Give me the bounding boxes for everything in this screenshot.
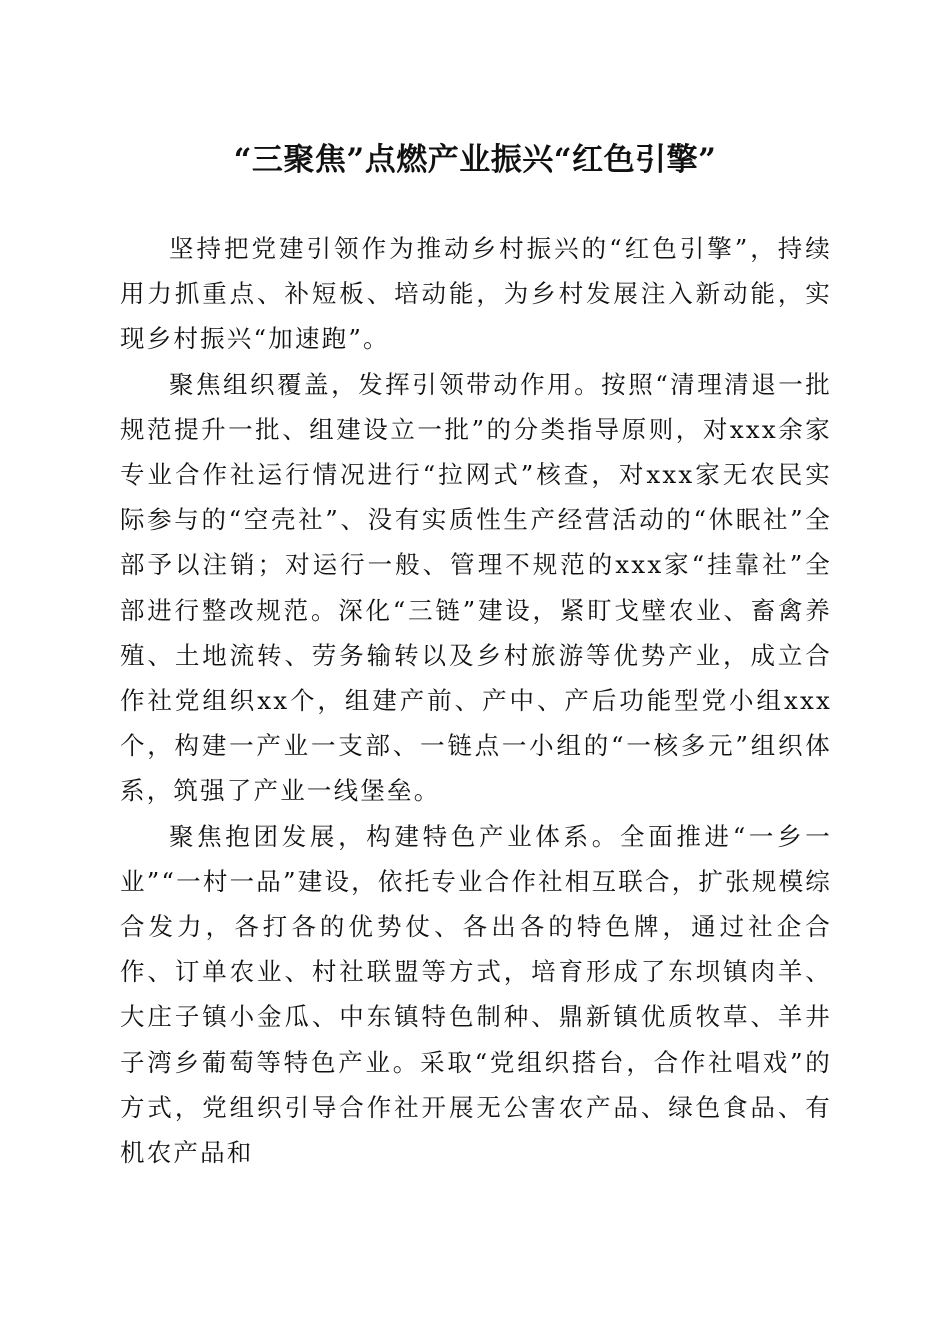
paragraph-organization-coverage: 聚焦组织覆盖，发挥引领带动作用。按照“清理清退一批规范提升一批、组建设立一批”的分类指导原则，对xxx余家专业合作社运行情况进行“拉网式”核查，对xxx家无农民实际参与的“空壳社”、没有实质性生产经营活动的“休眠社”全部予以注销；对运行一般、管理不规范的xxx家“挂靠社”全部进行整改规范。深化“三链”建设，紧盯戈壁农业、畜禽养殖、土地流转、劳务输转以及乡村旅游等优势产业，成立合作社党组织xx个，组建产前、产中、产后功能型党小组xxx个，构建一产业一支部、一链点一小组的“一核多元”组织体系，筑强了产业一线堡垒。 (120, 369, 832, 806)
document-title: “三聚焦”点燃产业振兴“红色引擎” (233, 142, 717, 178)
paragraph-group-development: 聚焦抱团发展，构建特色产业体系。全面推进“一乡一业”“一村一品”建设，依托专业合作社相互联合，扩张规模综合发力，各打各的优势仗、各出各的特色牌，通过社企合作、订单农业、村社联盟等方式，培育形成了东坝镇肉羊、大庄子镇小金瓜、中东镇特色制种、鼎新镇优质牧草、羊井子湾乡葡萄等特色产业。采取“党组织搭台，合作社唱戏”的方式，党组织引导合作社开展无公害农产品、绿色食品、有机农产品和 (120, 821, 832, 1168)
paragraph-intro: 坚持把党建引领作为推动乡村振兴的“红色引擎”，持续用力抓重点、补短板、培动能，为乡村发展注入新动能，实现乡村振兴“加速跑”。 (120, 234, 832, 354)
document-body (120, 226, 832, 1175)
